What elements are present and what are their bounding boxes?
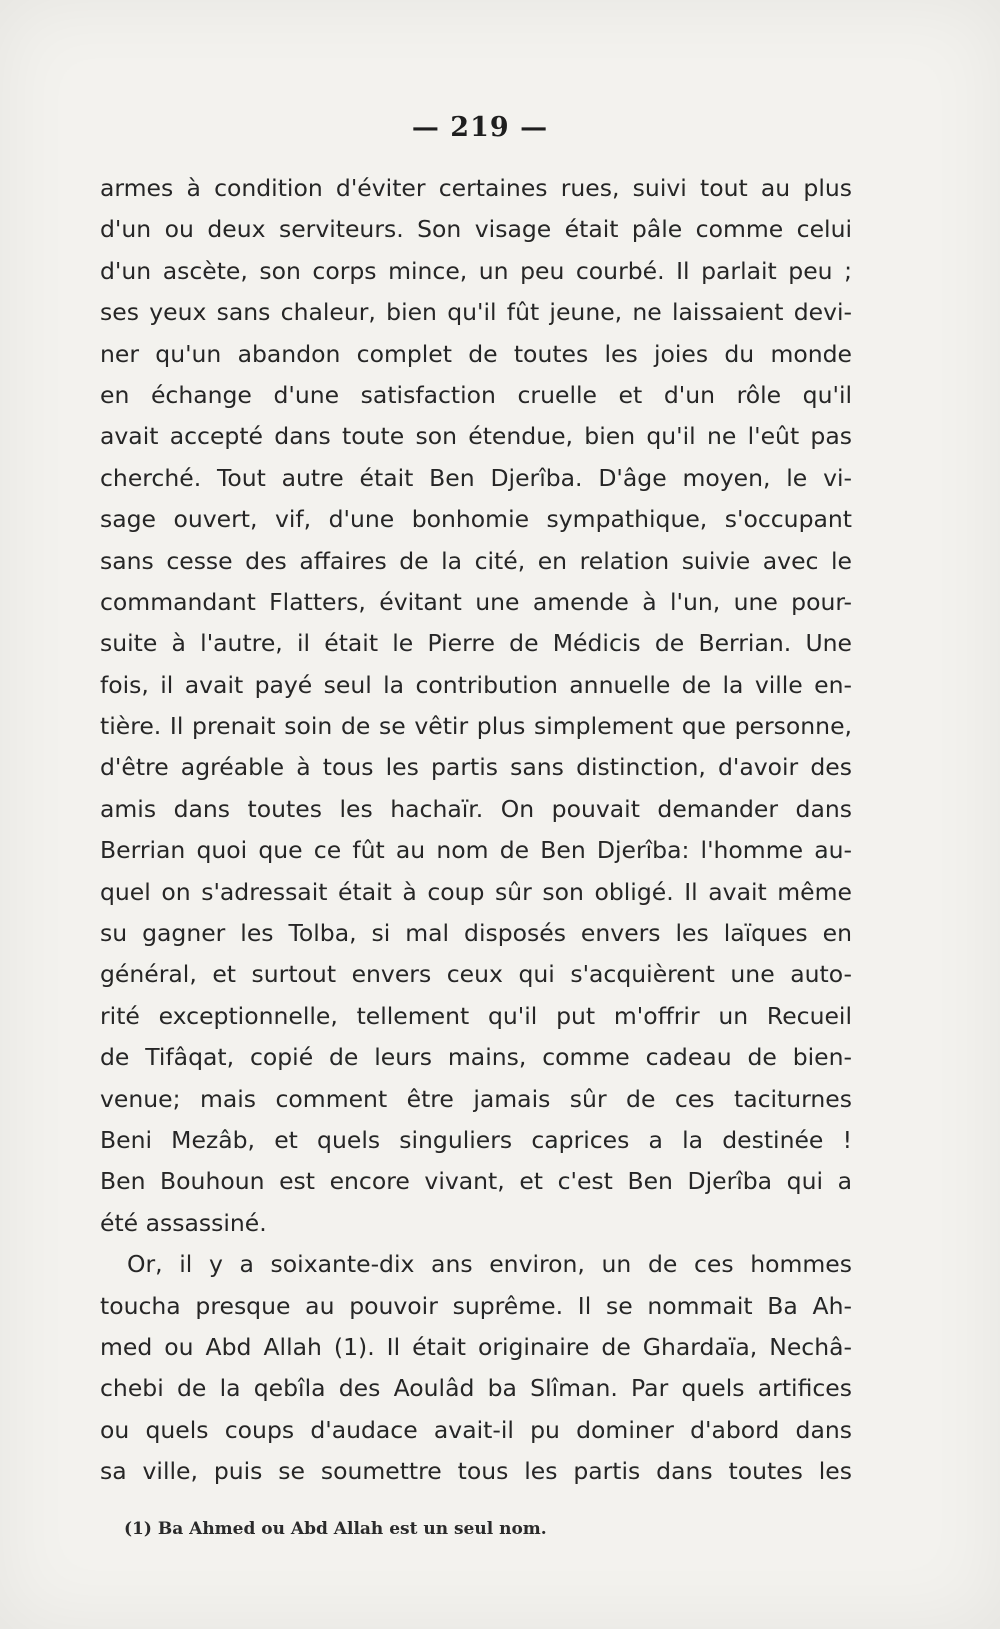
text-line: sage ouvert, vif, d'une bonhomie sympathique, s'occupant [100, 505, 852, 534]
text-line: med ou Abd Allah (1). Il était originaire de Ghardaïa, Nechâ- [100, 1332, 852, 1361]
text-line: Ben Bouhoun est encore vivant, et c'est Ben Djerîba qui a [100, 1167, 852, 1196]
text-line: rité exceptionnelle, tellement qu'il put m'offrir un Recueil [100, 1001, 852, 1030]
page-number: — 219 — [411, 112, 549, 143]
text-line: ou quels coups d'audace avait-il pu dominer d'abord dans [100, 1415, 852, 1444]
text-line: suite à l'autre, il était le Pierre de Médicis de Berrian. Une [100, 629, 852, 658]
text-line: cherché. Tout autre était Ben Djerîba. D'âge moyen, le vi- [100, 463, 852, 492]
text-line: commandant Flatters, évitant une amende à l'un, une pour- [100, 587, 852, 616]
text-line: armes à condition d'éviter certaines rues, suivi tout au plus [100, 174, 852, 202]
text-line: d'un ou deux serviteurs. Son visage était pâle comme celui [100, 215, 852, 244]
text-line: de Tifâqat, copié de leurs mains, comme cadeau de bien- [100, 1043, 852, 1072]
text-line: venue; mais comment être jamais sûr de ces taciturnes [100, 1084, 852, 1113]
text-line-paragraph-start: Or, il y a soixante-dix ans environ, un de ces hommes [127, 1250, 852, 1279]
text-line: Beni Mezâb, et quels singuliers caprices a la destinée ! [100, 1125, 852, 1154]
text-line: ses yeux sans chaleur, bien qu'il fût jeune, ne laissaient devi- [100, 298, 852, 327]
body-text [100, 168, 852, 1493]
text-line: chebi de la qebîla des Aoulâd ba Slîman. Par quels artifices [100, 1374, 852, 1403]
text-line: fois, il avait payé seul la contribution annuelle de la ville en- [100, 670, 852, 699]
text-line: sans cesse des affaires de la cité, en relation suivie avec le [100, 546, 852, 575]
text-line: en échange d'une satisfaction cruelle et d'un rôle qu'il [100, 380, 852, 409]
text-line: avait accepté dans toute son étendue, bien qu'il ne l'eût pas [100, 422, 852, 451]
text-line: quel on s'adressait était à coup sûr son obligé. Il avait même [100, 877, 852, 906]
text-line: général, et surtout envers ceux qui s'acquièrent une auto- [100, 960, 852, 989]
text-line: toucha presque au pouvoir suprême. Il se nommait Ba Ah- [100, 1291, 852, 1320]
text-line: tière. Il prenait soin de se vêtir plus simplement que personne, [100, 712, 852, 741]
footnote: (1) Ba Ahmed ou Abd Allah est un seul nom. [124, 1519, 547, 1539]
text-line: d'être agréable à tous les partis sans distinction, d'avoir des [100, 753, 852, 782]
text-line: amis dans toutes les hachaïr. On pouvait demander dans [100, 794, 852, 823]
text-line-paragraph-end: été assassiné. [100, 1208, 267, 1237]
text-line: su gagner les Tolba, si mal disposés envers les laïques en [100, 919, 852, 948]
text-line: sa ville, puis se soumettre tous les partis dans toutes les [100, 1457, 852, 1486]
text-line: ner qu'un abandon complet de toutes les joies du monde [100, 339, 852, 368]
text-line: Berrian quoi que ce fût au nom de Ben Djerîba: l'homme au- [100, 836, 852, 865]
text-line: d'un ascète, son corps mince, un peu courbé. Il parlait peu ; [100, 256, 852, 285]
